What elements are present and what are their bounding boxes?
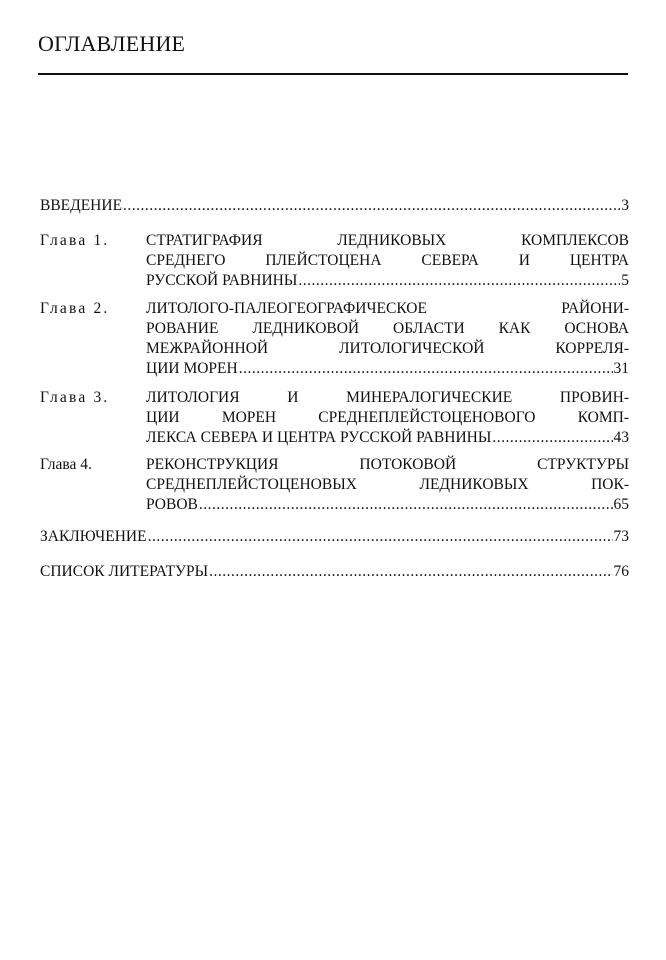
- title-line: РЕКОНСТРУКЦИЯ ПОТОКОВОЙ СТРУКТУРЫ: [146, 456, 629, 473]
- toc-entry-introduction[interactable]: [40, 196, 629, 216]
- toc-entry-chapter-4[interactable]: [40, 455, 629, 513]
- dot-leader: [123, 196, 620, 216]
- page-number: 43: [613, 429, 629, 446]
- page-number: 31: [613, 360, 629, 377]
- toc-entry-chapter-2[interactable]: [40, 299, 629, 377]
- entry-title: ЗАКЛЮЧЕНИЕ: [40, 528, 147, 545]
- title-line: ЦИИ МОРЕН: [146, 360, 238, 377]
- page-number: 73: [613, 528, 629, 545]
- title-line: РОВАНИЕ ЛЕДНИКОВОЙ ОБЛАСТИ КАК ОСНОВА: [146, 320, 629, 337]
- title-line: МЕЖРАЙОННОЙ ЛИТОЛОГИЧЕСКОЙ КОРРЕЛЯ-: [146, 340, 629, 357]
- toc-entry-chapter-3[interactable]: [40, 388, 629, 446]
- toc-entry-conclusion[interactable]: [40, 527, 629, 547]
- dot-leader: [492, 428, 612, 448]
- page-title: ОГЛАВЛЕНИЕ: [38, 31, 186, 56]
- title-line: РОВОВ: [146, 496, 198, 513]
- title-line: СТРАТИГРАФИЯ ЛЕДНИКОВЫХ КОМПЛЕКСОВ: [146, 232, 629, 249]
- title-line: РУССКОЙ РАВНИНЫ: [146, 272, 298, 289]
- title-line: ЛИТОЛОГИЯ И МИНЕРАЛОГИЧЕСКИЕ ПРОВИН-: [146, 389, 629, 406]
- dot-leader: [199, 495, 613, 515]
- dot-leader: [148, 527, 613, 547]
- toc-entry-chapter-1[interactable]: [40, 231, 629, 289]
- dot-leader: [298, 271, 620, 291]
- dot-leader: [239, 359, 613, 379]
- chapter-label: Глава 1.: [40, 232, 110, 249]
- entry-title: ВВЕДЕНИЕ: [40, 197, 123, 214]
- page-number: 76: [613, 563, 629, 580]
- page-number: 3: [621, 197, 629, 214]
- title-line: СРЕДНЕГО ПЛЕЙСТОЦЕНА СЕВЕРА И ЦЕНТРА: [146, 252, 629, 269]
- chapter-label: Глава 2.: [40, 300, 110, 317]
- entry-title: СПИСОК ЛИТЕРАТУРЫ: [40, 563, 209, 580]
- chapter-label: Глава 4.: [40, 456, 92, 473]
- title-line: ЦИИ МОРЕН СРЕДНЕПЛЕЙСТОЦЕНОВОГО КОМП-: [146, 409, 629, 426]
- title-underline: [38, 73, 628, 75]
- chapter-label: Глава 3.: [40, 389, 110, 406]
- title-line: СРЕДНЕПЛЕЙСТОЦЕНОВЫХ ЛЕДНИКОВЫХ ПОК-: [146, 476, 629, 493]
- dot-leader: [209, 562, 612, 582]
- page-number: 65: [613, 496, 629, 513]
- toc-entry-references[interactable]: [40, 562, 629, 582]
- title-line: ЛИТОЛОГО-ПАЛЕОГЕОГРАФИЧЕСКОЕ РАЙОНИ-: [146, 300, 629, 317]
- page-number: 5: [621, 272, 629, 289]
- title-line: ЛЕКСА СЕВЕРА И ЦЕНТРА РУССКОЙ РАВНИНЫ: [146, 429, 492, 446]
